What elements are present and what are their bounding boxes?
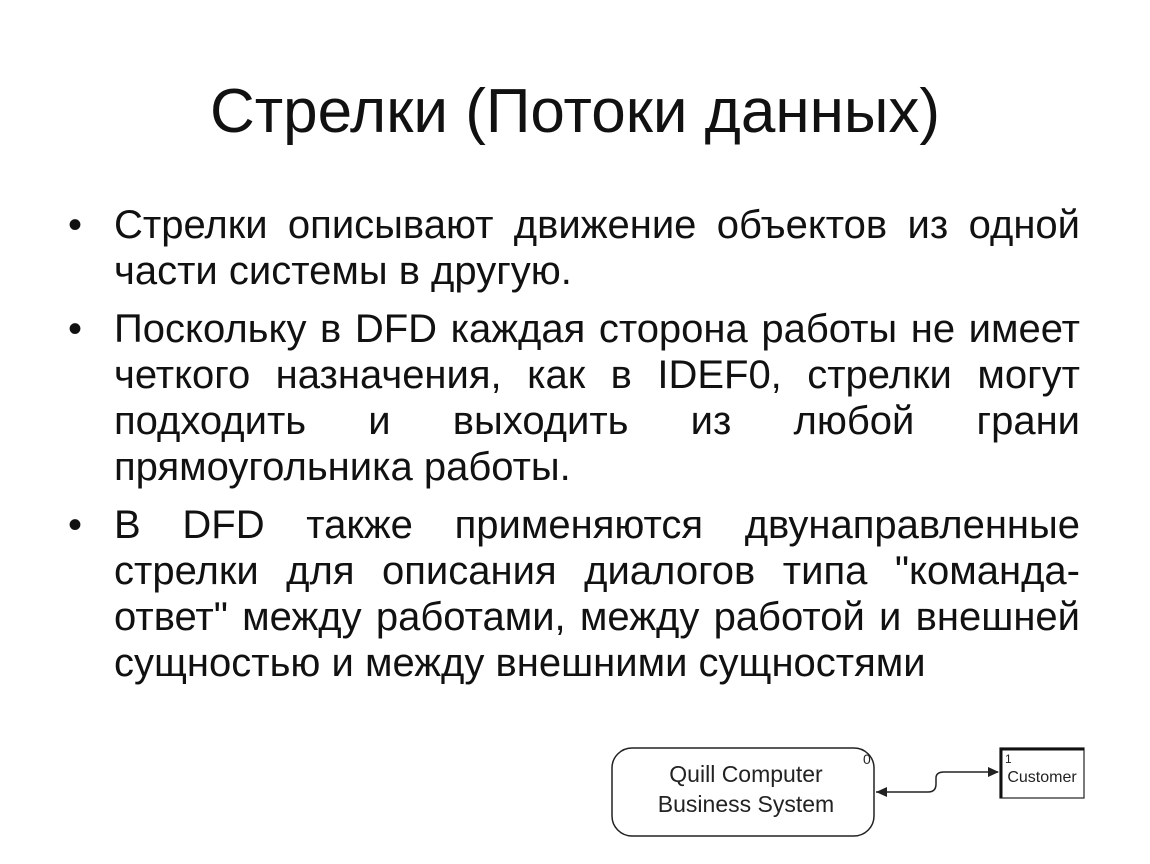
bidirectional-arrow: [876, 772, 998, 792]
bullet-text: Поскольку в DFD каждая сторона работы не имеет четкого назначения, как в IDEF0, стрелки могут подходить и выходить из любой грани прямоугольника работы.: [114, 307, 1080, 489]
slide-title: Стрелки (Потоки данных): [209, 77, 941, 146]
bullet-icon: •: [68, 503, 83, 547]
external-entity-label: Customer: [1007, 769, 1077, 786]
process-label-line2: Business System: [657, 791, 835, 817]
process-label-line1: Quill Computer: [669, 761, 823, 787]
bullet-icon: •: [68, 203, 83, 247]
external-entity-number: 1: [1005, 752, 1012, 766]
dfd-diagram: [606, 742, 1096, 842]
bullet-text: В DFD также применяются двунаправленные стрелки для описания диалогов типа "команда-ответ" между работами, между работой и внешней сущностью и между внешними сущностями: [114, 503, 1080, 685]
bullet-item: [68, 502, 1080, 686]
arrowhead-left-icon: [876, 787, 887, 797]
bullet-text: Стрелки описывают движение объектов из одной части системы в другую.: [114, 203, 1080, 293]
arrowhead-right-icon: [988, 767, 999, 777]
bullet-list: [68, 202, 1080, 698]
bullet-item: [68, 202, 1080, 294]
process-number: 0: [863, 751, 871, 767]
bullet-item: [68, 306, 1080, 490]
bullet-icon: •: [68, 307, 83, 351]
